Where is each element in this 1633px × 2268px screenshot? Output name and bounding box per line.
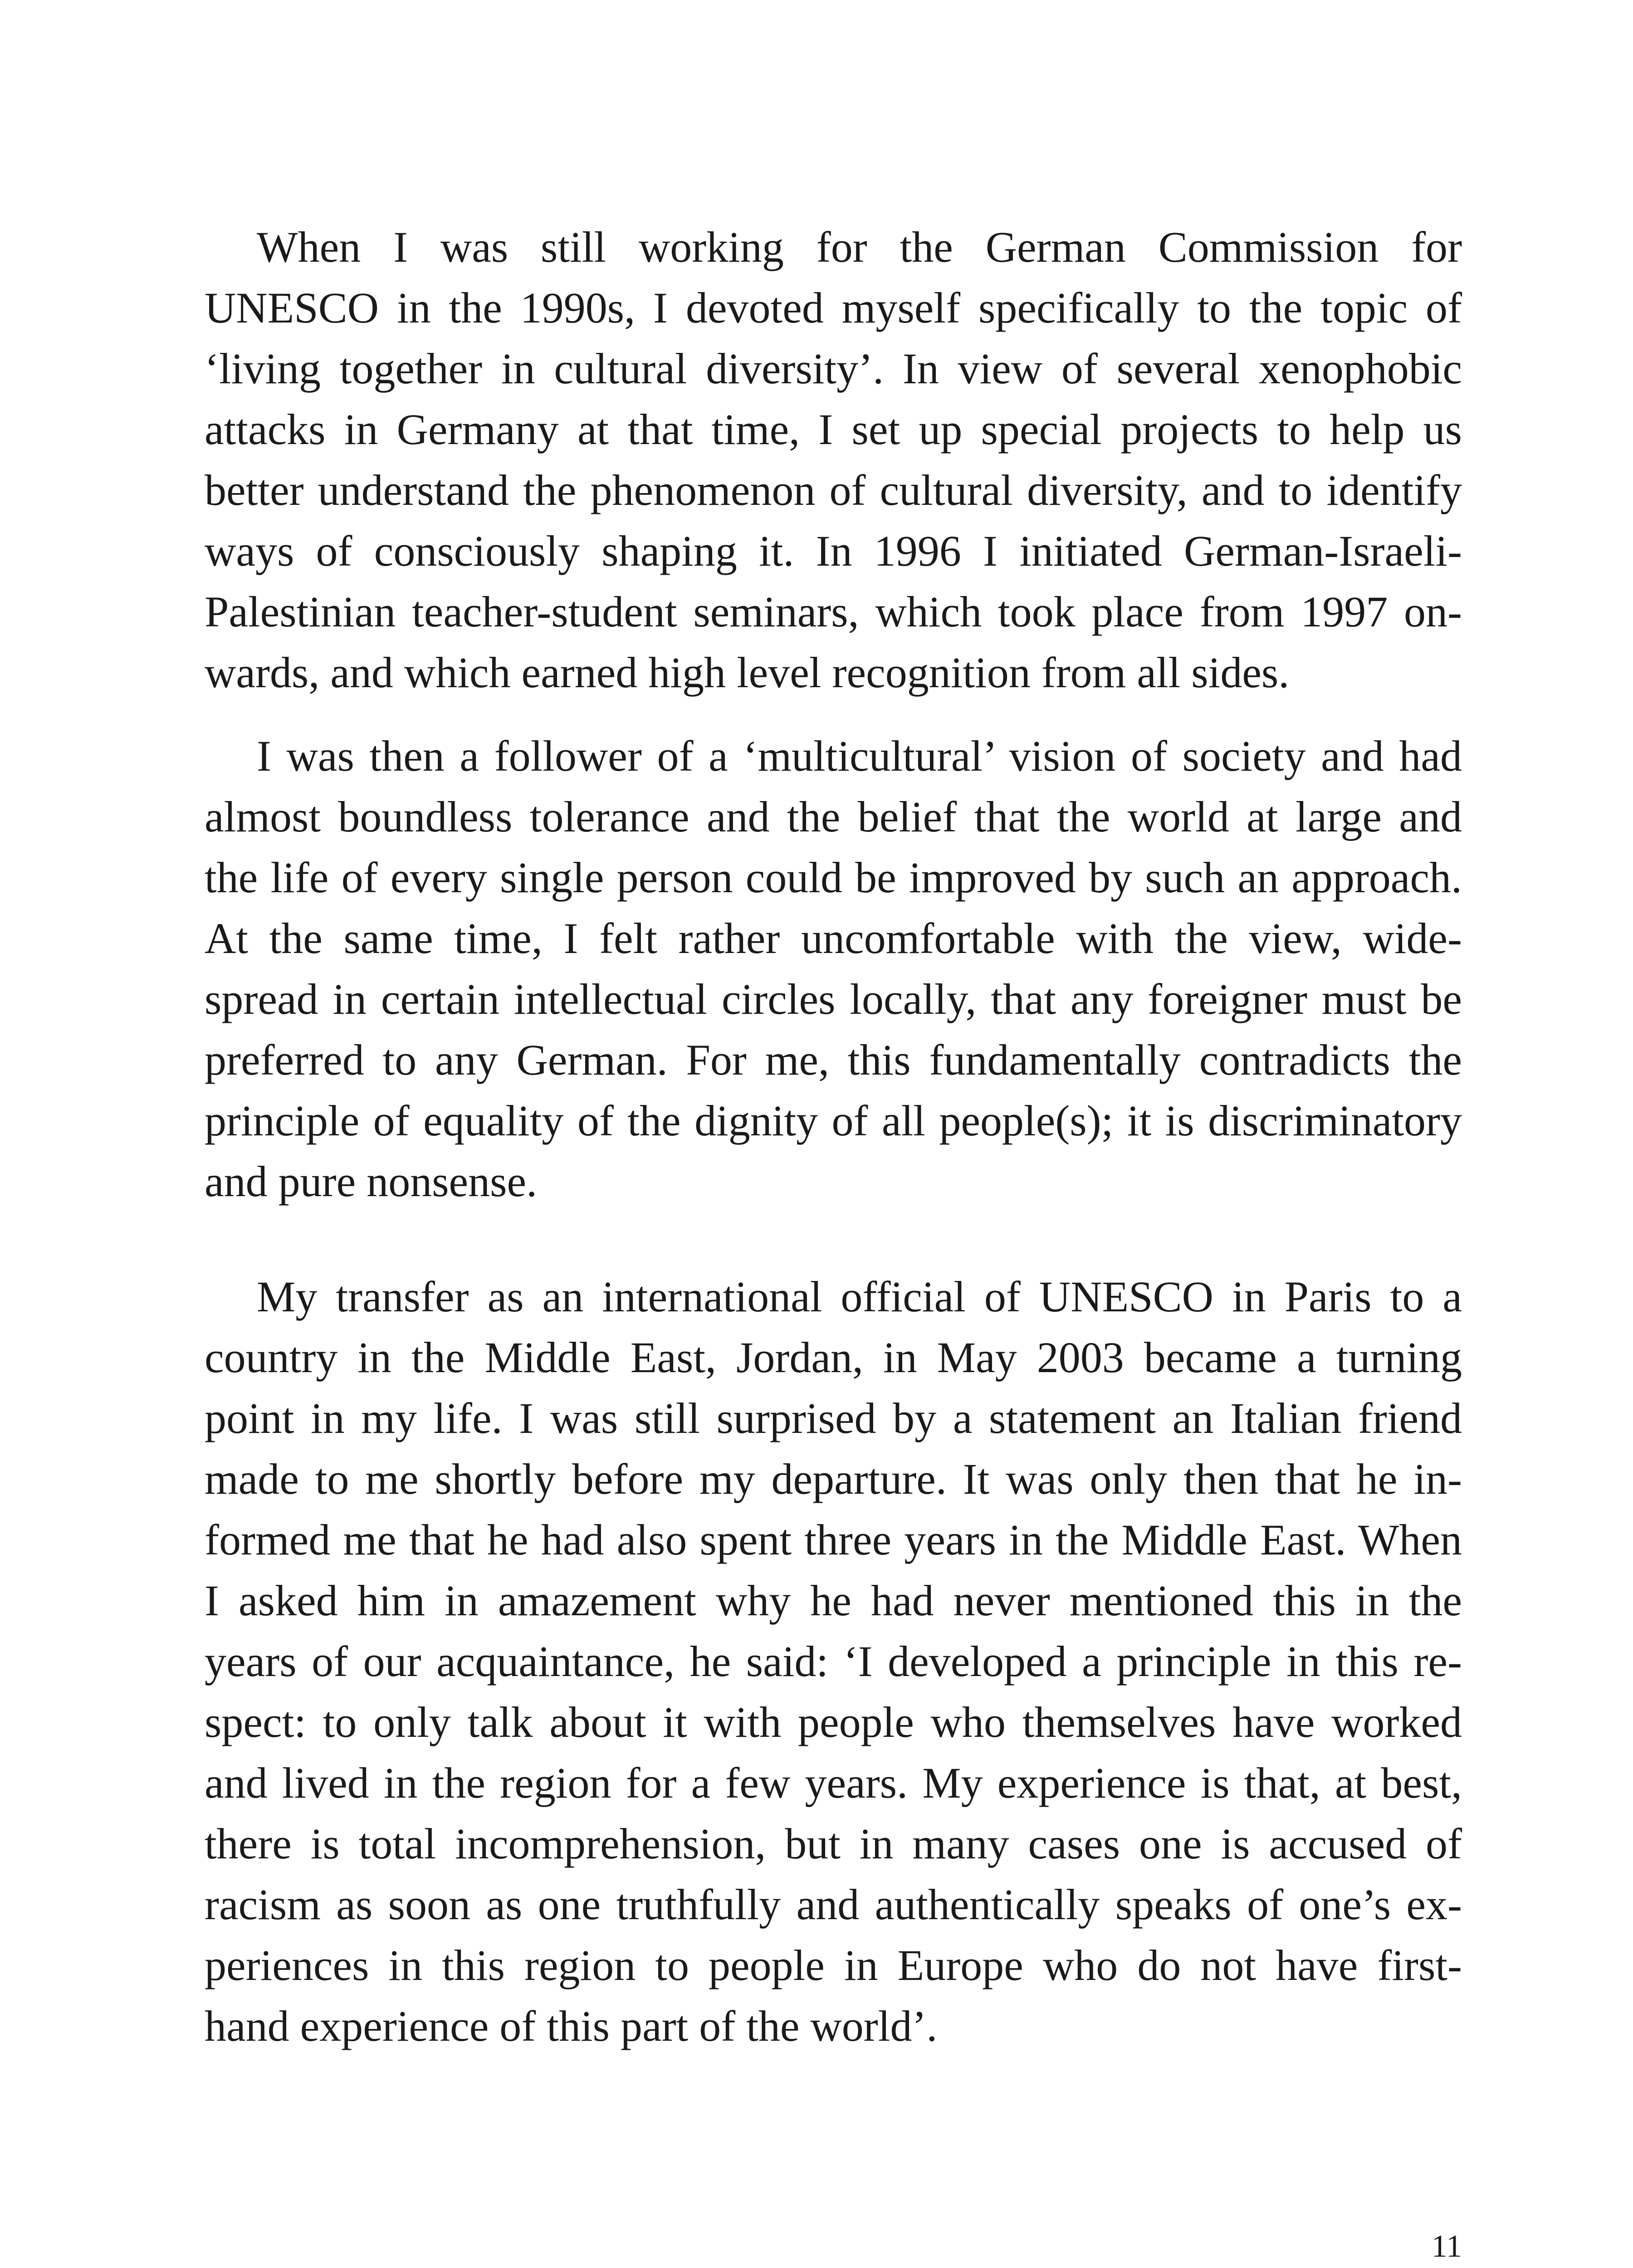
paragraph-3 [205, 1266, 1462, 2057]
paragraph-1 [205, 217, 1462, 703]
text-line: years of our acquaintance, he said: ‘I developed a principle in this re- [205, 1637, 1462, 1686]
text-line: ‘living together in cultural diversity’. In view of several xenophobic [205, 344, 1462, 393]
text-line: and lived in the region for a few years. My experience is that, at best, [205, 1759, 1462, 1807]
text-line: When I was still working for the German Commission for [257, 223, 1462, 271]
text-line: UNESCO in the 1990s, I devoted myself specifically to the topic of [205, 284, 1462, 332]
text-line: attacks in Germany at that time, I set up special projects to help us [205, 405, 1462, 454]
text-line: point in my life. I was still surprised by a statement an Italian friend [205, 1394, 1462, 1442]
text-line: I was then a follower of a ‘multicultural’ vision of society and had [257, 732, 1462, 780]
text-line: the life of every single person could be improved by such an approach. [205, 853, 1462, 902]
text-line: I asked him in amazement why he had never mentioned this in the [205, 1576, 1462, 1625]
text-line: and pure nonsense. [205, 1157, 538, 1206]
text-line: spread in certain intellectual circles locally, that any foreigner must be [205, 975, 1462, 1023]
text-line: there is total incomprehension, but in many cases one is accused of [205, 1819, 1462, 1868]
text-line: spect: to only talk about it with people who themselves have worked [205, 1698, 1462, 1746]
page-number: 11 [1431, 2229, 1462, 2264]
text-line: hand experience of this part of the world’. [205, 2002, 938, 2050]
text-line: country in the Middle East, Jordan, in May 2003 became a turning [205, 1333, 1462, 1382]
text-line: formed me that he had also spent three years in the Middle East. When [205, 1515, 1462, 1564]
text-line: racism as soon as one truthfully and authentically speaks of one’s ex- [205, 1880, 1462, 1929]
text-line: periences in this region to people in Europe who do not have first- [205, 1941, 1462, 1989]
text-line: Palestinian teacher-student seminars, which took place from 1997 on- [205, 587, 1462, 636]
paragraph-2 [205, 726, 1462, 1212]
text-line: preferred to any German. For me, this fundamentally contradicts the [205, 1036, 1462, 1084]
text-line: wards, and which earned high level recognition from all sides. [205, 648, 1290, 697]
text-line: My transfer as an international official of UNESCO in Paris to a [257, 1272, 1462, 1321]
text-line: ways of consciously shaping it. In 1996 I initiated German-Israeli- [205, 527, 1462, 575]
text-line: almost boundless tolerance and the belief that the world at large and [205, 792, 1462, 841]
text-line: better understand the phenomenon of cultural diversity, and to identify [205, 466, 1462, 514]
text-line: At the same time, I felt rather uncomfortable with the view, wide- [205, 914, 1462, 963]
text-line: principle of equality of the dignity of all people(s); it is discriminatory [205, 1096, 1462, 1145]
text-line: made to me shortly before my departure. It was only then that he in- [205, 1455, 1462, 1503]
